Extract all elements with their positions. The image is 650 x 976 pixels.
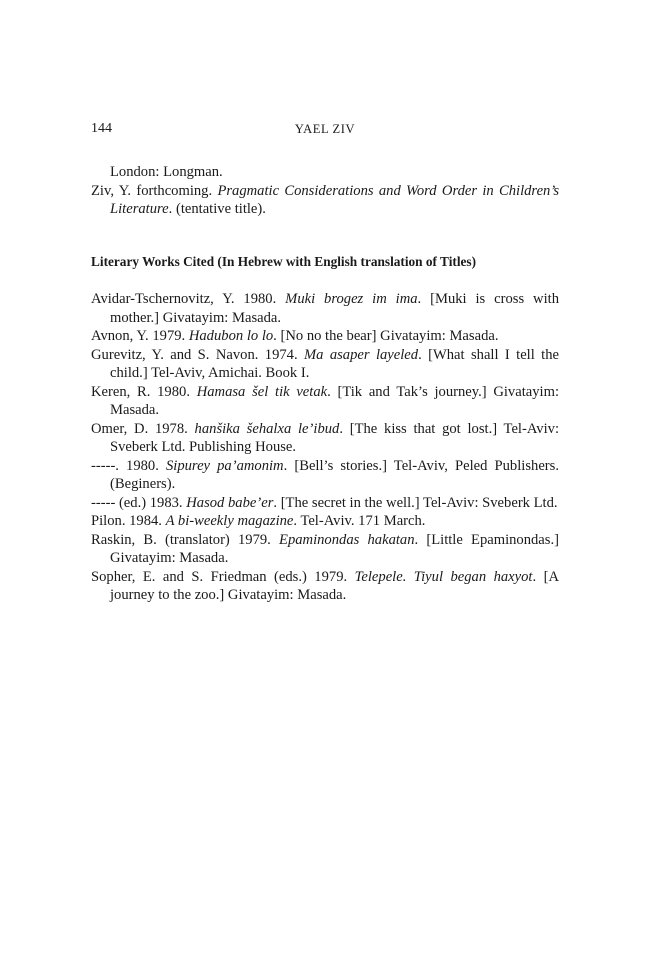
reference-entry [91, 457, 559, 494]
reference-text: . [Little Epaminondas.] Givatayim: Masada. [110, 531, 559, 566]
reference-title: Ma asaper layeled [304, 346, 419, 363]
reference-entry [91, 494, 559, 513]
reference-text: Gurevitz, Y. and S. Navon. 1974. [91, 346, 304, 363]
reference-text: Omer, D. 1978. [91, 420, 195, 437]
literary-works-list [91, 290, 559, 605]
reference-title: Muki brogez im ima [285, 291, 418, 307]
reference-text: ----- (ed.) 1983. [91, 494, 187, 511]
reference-entry [91, 346, 559, 383]
reference-entry [91, 182, 559, 219]
running-head: YAEL ZIV [294, 122, 356, 136]
reference-text: . [The kiss that got lost.] Tel-Aviv: Sveberk Ltd. Publishing House. [110, 420, 559, 455]
reference-text: -----. 1980. [91, 457, 166, 474]
reference-entry [91, 512, 559, 531]
reference-text: Avidar-Tschernovitz, Y. 1980. [91, 291, 286, 307]
reference-title: A bi-weekly magazine [165, 513, 294, 529]
reference-entry [91, 420, 559, 457]
references-list [91, 163, 559, 219]
reference-text: Sopher, E. and S. Friedman (eds.) 1979. [91, 568, 355, 585]
section-heading: Literary Works Cited (In Hebrew with English translation of Titles) [91, 254, 477, 269]
reference-title: hanšika šehalxa le’ibud [194, 420, 340, 437]
reference-title: Hamasa šel tik vetak [196, 383, 328, 400]
reference-entry [91, 327, 559, 346]
reference-title: Telepele. Tiyul began haxyot [354, 568, 533, 585]
reference-entry [91, 290, 559, 327]
reference-text: . [Muki is cross with mother.] Givatayim: Masada. [110, 291, 559, 326]
reference-text: Pilon. 1984. [91, 513, 166, 529]
reference-text: Raskin, B. (translator) 1979. [91, 531, 280, 548]
reference-entry [91, 568, 559, 605]
reference-text: Avnon, Y. 1979. [91, 328, 189, 344]
page-header [91, 121, 559, 139]
reference-text: Ziv, Y. forthcoming. [91, 182, 218, 199]
reference-title: Hadubon lo lo [188, 328, 274, 344]
reference-text: . [What shall I tell the child.] Tel-Aviv, Amichai. Book I. [110, 346, 560, 381]
reference-title: Hasod babe’er [186, 494, 274, 511]
reference-text: . [A journey to the zoo.] Givatayim: Masada. [110, 568, 559, 603]
reference-text: . [No no the bear] Givatayim: Masada. [273, 328, 499, 344]
reference-title: Pragmatic Considerations and Word Order in Children’s Literature [110, 182, 559, 217]
page-number: 144 [91, 121, 112, 136]
reference-text: . [The secret in the well.] Tel-Aviv: Sveberk Ltd. [273, 494, 558, 511]
reference-text: . [Tik and Tak’s journey.] Givatayim: Masada. [110, 383, 559, 418]
reference-text: . (tentative title). [168, 201, 266, 217]
reference-title: Epaminondas hakatan [279, 531, 415, 548]
reference-text: London: Longman. [110, 164, 223, 180]
reference-text: . Tel-Aviv. 171 March. [293, 513, 426, 529]
reference-text: Keren, R. 1980. [91, 383, 197, 400]
reference-title: Sipurey pa’amonim [165, 457, 284, 474]
reference-entry [91, 383, 559, 420]
reference-text: . [Bell’s stories.] Tel-Aviv, Peled Publishers. (Beginers). [110, 457, 559, 492]
reference-entry [91, 531, 559, 568]
reference-entry [91, 163, 559, 182]
